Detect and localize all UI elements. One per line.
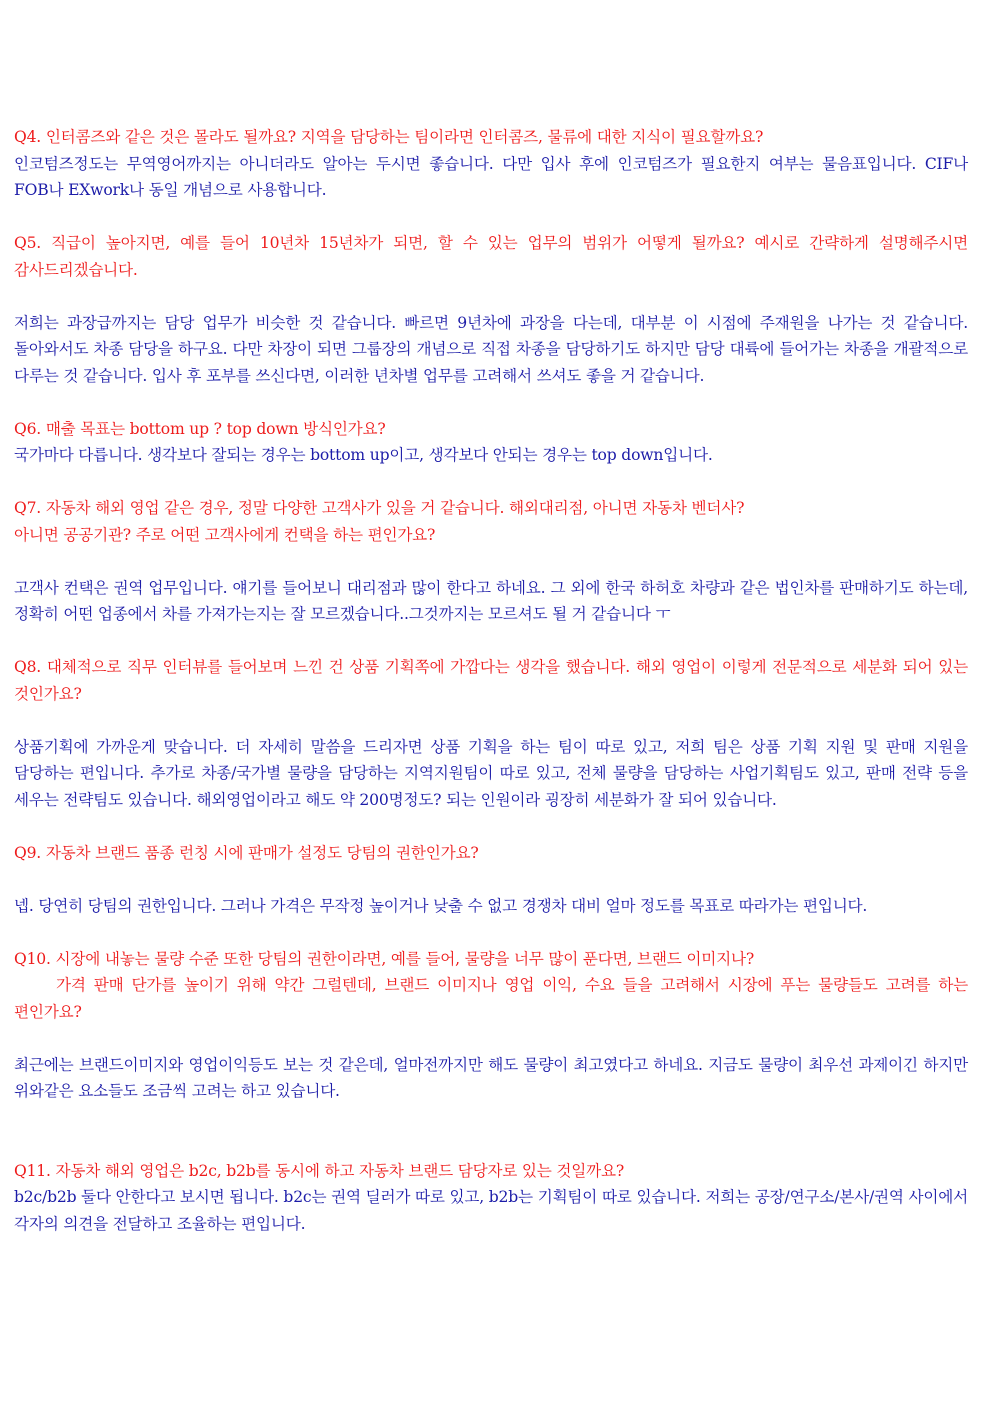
- q5-question: Q5. 직급이 높아지면, 예를 들어 10년차 15년차가 되면, 할 수 있는 업무의 범위가 어떻게 될까요? 예시로 간략하게 설명해주시면 감사드리겠습니다.: [14, 234, 968, 279]
- q10-question-line1: Q10. 시장에 내놓는 물량 수준 또한 당팀의 권한이라면, 예를 들어, 물량을 너무 많이 푼다면, 브랜드 이미지나?: [14, 949, 754, 968]
- q7-answer: 고객사 컨택은 권역 업무입니다. 얘기를 들어보니 대리점과 많이 한다고 하네요. 그 외에 한국 하허호 차량과 같은 법인차를 판매하기도 하는데, 정확히 어떤 업종에서 차를 가져가는지는 잘 모르겠습니다..그것까지는 모르셔도 될 거 같습니다 ㅜ: [14, 578, 968, 623]
- q4-answer: 인코텀즈정도는 무역영어까지는 아니더라도 알아는 두시면 좋습니다. 다만 입사 후에 인코텀즈가 필요한지 여부는 물음표입니다. CIF나 FOB나 EXwork나 동일 개념으로 사용합니다.: [14, 154, 968, 199]
- q5-answer: 저희는 과장급까지는 담당 업무가 비슷한 것 같습니다. 빠르면 9년차에 과장을 다는데, 대부분 이 시점에 주재원을 나가는 것 같습니다. 돌아와서도 차종 담당을 하구요. 다만 차장이 되면 그룹장의 개념으로 직접 차종을 담당하기도 하지만 담당 대륙에 들어가는 차종을 개괄적으로 다루는 것 같습니다. 입사 후 포부를 쓰신다면, 이러한 년차별 업무를 고려해서 쓰셔도 좋을 거 같습니다.: [14, 313, 968, 385]
- document-body: [14, 124, 968, 1237]
- q9-question: Q9. 자동차 브랜드 품종 런칭 시에 판매가 설정도 당팀의 권한인가요?: [14, 843, 479, 862]
- q6-question: Q6. 매출 목표는 bottom up ? top down 방식인가요?: [14, 419, 386, 438]
- q7-question-line2: 아니면 공공기관? 주로 어떤 고객사에게 컨택을 하는 편인가요?: [14, 525, 436, 544]
- q10-answer: 최근에는 브랜드이미지와 영업이익등도 보는 것 같은데, 얼마전까지만 해도 물량이 최고였다고 하네요. 지금도 물량이 최우선 과제이긴 하지만 위와같은 요소들도 조금씩 고려는 하고 있습니다.: [14, 1055, 968, 1100]
- q6-answer: 국가마다 다릅니다. 생각보다 잘되는 경우는 bottom up이고, 생각보다 안되는 경우는 top down입니다.: [14, 446, 713, 464]
- q10-question-line2: 가격 판매 단가를 높이기 위해 약간 그럴텐데, 브랜드 이미지나 영업 이익, 수요 들을 고려해서 시장에 푸는 물량들도 고려를 하는 편인가요?: [14, 976, 968, 1021]
- q8-answer: 상품기획에 가까운게 맞습니다. 더 자세히 말씀을 드리자면 상품 기획을 하는 팀이 따로 있고, 저희 팀은 상품 기획 지원 및 판매 지원을 담당하는 편입니다. 추가로 차종/국가별 물량을 담당하는 지역지원팀이 따로 있고, 전체 물량을 담당하는 사업기획팀도 있고, 판매 전략 등을 세우는 전략팀도 있습니다. 해외영업이라고 해도 약 200명정도? 되는 인원이라 굉장히 세분화가 잘 되어 있습니다.: [14, 737, 968, 809]
- q11-question: Q11. 자동차 해외 영업은 b2c, b2b를 동시에 하고 자동차 브랜드 담당자로 있는 것일까요?: [14, 1161, 625, 1180]
- q4-question: Q4. 인터콤즈와 같은 것은 몰라도 될까요? 지역을 담당하는 팀이라면 인터콤즈, 물류에 대한 지식이 필요할까요?: [14, 128, 764, 146]
- q8-question: Q8. 대체적으로 직무 인터뷰를 들어보며 느낀 건 상품 기획쪽에 가깝다는 생각을 했습니다. 해외 영업이 이렇게 전문적으로 세분화 되어 있는 것인가요?: [14, 658, 968, 703]
- q11-answer: b2c/b2b 둘다 안한다고 보시면 됩니다. b2c는 권역 딜러가 따로 있고, b2b는 기획팀이 따로 있습니다. 저희는 공장/연구소/본사/권역 사이에서 각자의 의견을 전달하고 조율하는 편입니다.: [14, 1188, 968, 1233]
- q9-answer: 넵. 당연히 당팀의 권한입니다. 그러나 가격은 무작정 높이거나 낮출 수 없고 경쟁차 대비 얼마 정도를 목표로 따라가는 편입니다.: [14, 896, 868, 915]
- q7-question-line1: Q7. 자동차 해외 영업 같은 경우, 정말 다양한 고객사가 있을 거 같습니다. 해외대리점, 아니면 자동차 벤더사?: [14, 499, 745, 517]
